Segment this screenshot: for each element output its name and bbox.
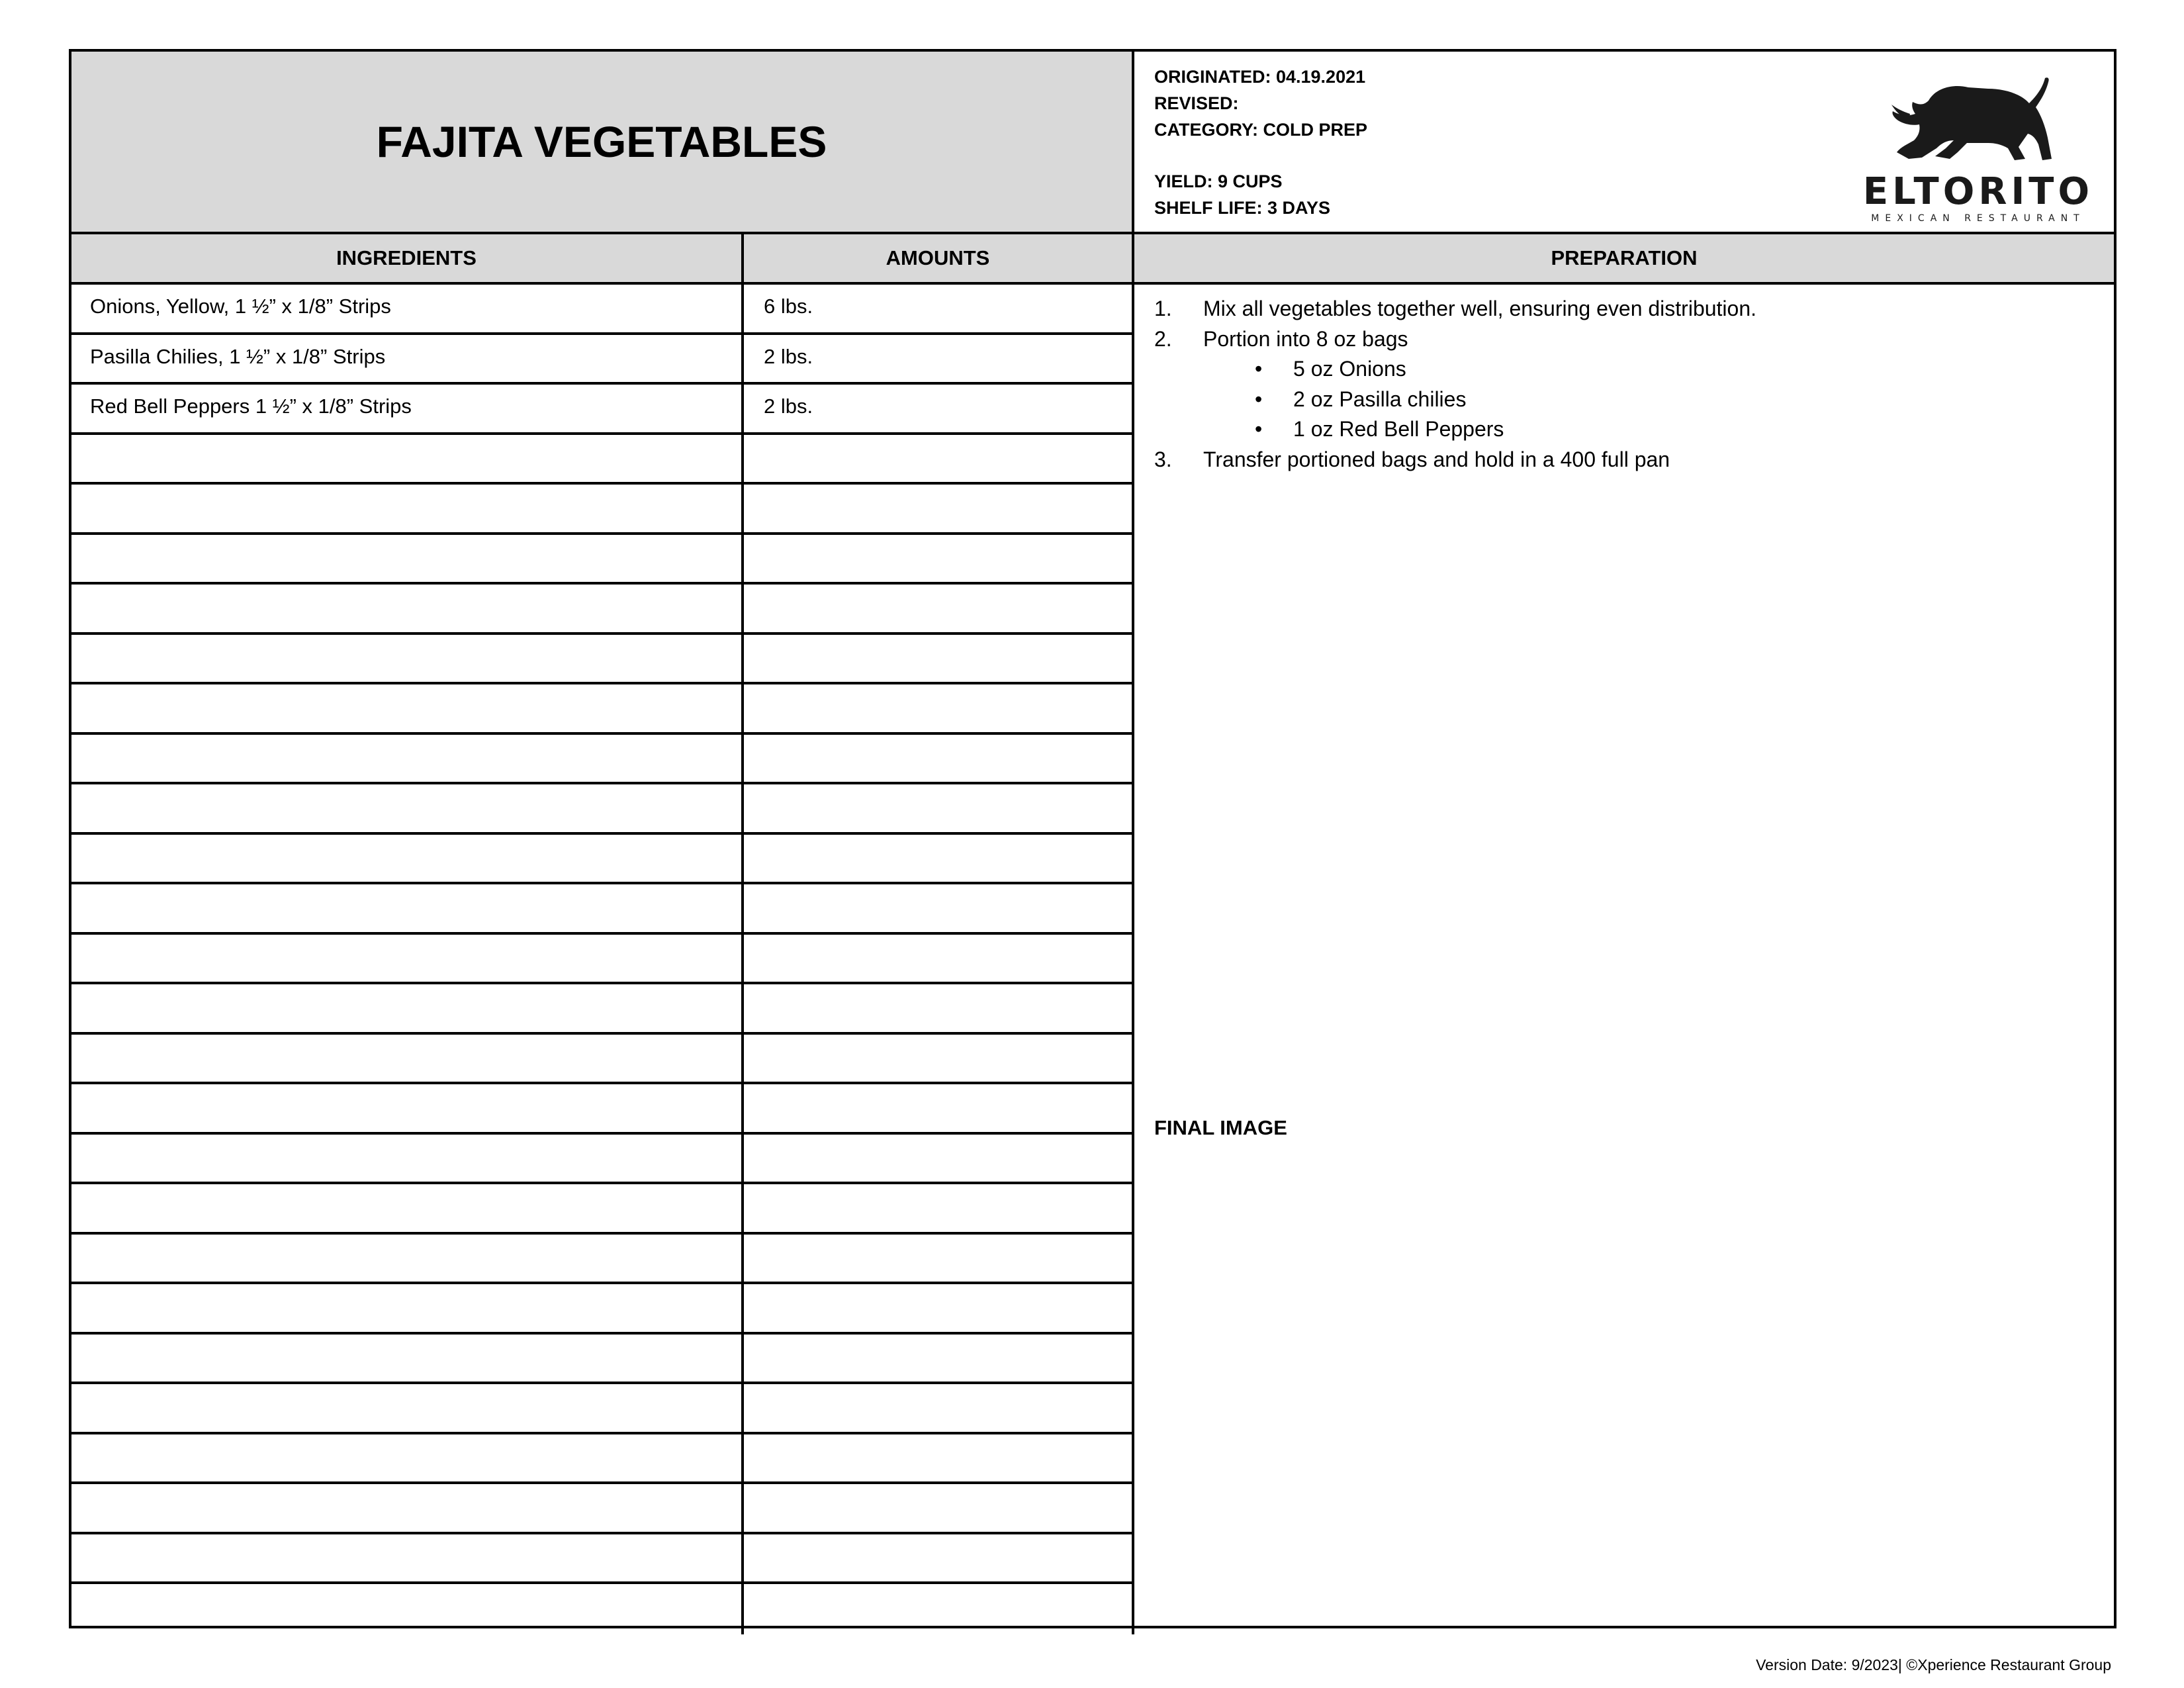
table-row [71, 984, 1134, 1035]
bullet-text: 1 oz Red Bell Peppers [1293, 417, 1504, 441]
shelf-life: SHELF LIFE: 3 DAYS [1154, 198, 1331, 218]
originated-date: ORIGINATED: 04.19.2021 [1154, 67, 1366, 87]
amount-cell [744, 684, 1134, 732]
amount-cell [744, 635, 1134, 682]
ingredient-cell [71, 835, 744, 882]
table-row [71, 635, 1134, 685]
ingredient-cell [71, 1584, 744, 1634]
amount-cell [744, 1584, 1134, 1634]
amount-cell [744, 585, 1134, 632]
ingredient-cell [71, 1284, 744, 1332]
amount-cell [744, 835, 1134, 882]
ingredient-cell [71, 1434, 744, 1482]
table-row [71, 1335, 1134, 1385]
table-row [71, 935, 1134, 985]
amount-cell [744, 435, 1134, 483]
amount-cell [744, 735, 1134, 782]
ingredient-cell [71, 735, 744, 782]
ingredient-cell [71, 1534, 744, 1582]
step-text: Mix all vegetables together well, ensuring even distribution. [1203, 297, 1757, 320]
amount-cell [744, 1484, 1134, 1532]
amount-cell [744, 1384, 1134, 1432]
amount-cell: 6 lbs. [744, 285, 1134, 332]
table-row [71, 1484, 1134, 1534]
ingredient-cell [71, 635, 744, 682]
ingredient-cell [71, 485, 744, 532]
bullet-item [1154, 354, 1756, 385]
ingredient-cell [71, 1084, 744, 1132]
amounts-header: AMOUNTS [744, 234, 1134, 285]
ingredient-cell [71, 1335, 744, 1382]
amount-cell [744, 1434, 1134, 1482]
table-row [71, 1584, 1134, 1634]
ingredient-cell [71, 784, 744, 832]
amount-cell [744, 935, 1134, 982]
amount-cell: 2 lbs. [744, 385, 1134, 432]
table-row [71, 835, 1134, 885]
table-row [71, 485, 1134, 535]
table-row [71, 285, 1134, 335]
table-row [71, 1284, 1134, 1335]
ingredients-header: INGREDIENTS [71, 234, 744, 285]
step-2 [1154, 324, 1756, 355]
amount-cell [744, 984, 1134, 1032]
table-row [71, 435, 1134, 485]
bullet-item [1154, 385, 1756, 415]
table-row [71, 784, 1134, 835]
ingredient-cell [71, 1035, 744, 1082]
ingredient-cell [71, 435, 744, 483]
recipe-title: FAJITA VEGETABLES [376, 117, 827, 166]
ingredient-cell [71, 535, 744, 583]
bullet-item [1154, 414, 1756, 445]
ingredient-cell [71, 1184, 744, 1232]
amount-cell [744, 784, 1134, 832]
step-number: 1. [1154, 297, 1172, 320]
revised-date: REVISED: [1154, 93, 1239, 113]
preparation-header: PREPARATION [1134, 234, 2114, 285]
amount-cell [744, 1534, 1134, 1582]
amount-cell [744, 1284, 1134, 1332]
ingredient-cell: Red Bell Peppers 1 ½” x 1/8” Strips [71, 385, 744, 432]
ingredient-cell [71, 1235, 744, 1282]
bullet-icon: • [1255, 357, 1263, 381]
table-row [71, 884, 1134, 935]
version-footer: Version Date: 9/2023| ©Xperience Restaurant Group [1756, 1656, 2111, 1673]
meta-cell [1134, 52, 2114, 234]
step-number: 3. [1154, 447, 1172, 471]
amount-cell [744, 1184, 1134, 1232]
amount-cell [744, 1135, 1134, 1182]
ingredient-cell: Onions, Yellow, 1 ½” x 1/8” Strips [71, 285, 744, 332]
ingredient-cell [71, 984, 744, 1032]
step-text: Transfer portioned bags and hold in a 400 full pan [1203, 447, 1670, 471]
amount-cell [744, 884, 1134, 932]
table-row [71, 1184, 1134, 1235]
table-row [71, 535, 1134, 585]
ingredient-cell [71, 1384, 744, 1432]
title-cell [71, 52, 1134, 234]
amount-cell [744, 1035, 1134, 1082]
table-row [71, 1384, 1134, 1434]
logo-wordmark: ELTORITO [1862, 170, 2094, 213]
category: CATEGORY: COLD PREP [1154, 120, 1368, 140]
table-row [71, 684, 1134, 735]
ingredient-cell [71, 935, 744, 982]
bullet-text: 5 oz Onions [1293, 357, 1406, 381]
table-row [71, 1534, 1134, 1585]
step-1 [1154, 294, 1756, 324]
preparation-section [1134, 285, 2114, 1626]
step-text: Portion into 8 oz bags [1203, 326, 1408, 351]
step-3 [1154, 445, 1756, 475]
bullet-icon: • [1255, 417, 1263, 441]
recipe-card [69, 49, 2116, 1628]
amount-cell [744, 535, 1134, 583]
el-torito-logo [1862, 74, 2094, 226]
logo-tagline: MEXICAN RESTAURANT [1871, 213, 2085, 224]
table-row [71, 585, 1134, 635]
ingredient-cell [71, 1484, 744, 1532]
table-row [71, 385, 1134, 435]
step-number: 2. [1154, 326, 1172, 351]
table-row [71, 1135, 1134, 1185]
ingredient-table [71, 285, 1134, 1634]
table-row [71, 1035, 1134, 1085]
table-row [71, 1235, 1134, 1285]
final-image-label: FINAL IMAGE [1154, 1116, 1287, 1139]
ingredient-cell: Pasilla Chilies, 1 ½” x 1/8” Strips [71, 335, 744, 383]
amount-cell [744, 1335, 1134, 1382]
preparation-steps [1154, 294, 1756, 475]
ingredient-cell [71, 1135, 744, 1182]
ingredient-cell [71, 585, 744, 632]
table-row [71, 1434, 1134, 1485]
table-row [71, 335, 1134, 385]
ingredient-cell [71, 684, 744, 732]
bull-icon [1889, 74, 2061, 173]
table-row [71, 735, 1134, 785]
ingredient-cell [71, 884, 744, 932]
bullet-icon: • [1255, 387, 1263, 411]
amount-cell [744, 1084, 1134, 1132]
bullet-text: 2 oz Pasilla chilies [1293, 387, 1467, 411]
amount-cell [744, 1235, 1134, 1282]
amount-cell: 2 lbs. [744, 335, 1134, 383]
yield: YIELD: 9 CUPS [1154, 171, 1283, 191]
meta-info [1154, 64, 1367, 221]
table-row [71, 1084, 1134, 1135]
amount-cell [744, 485, 1134, 532]
